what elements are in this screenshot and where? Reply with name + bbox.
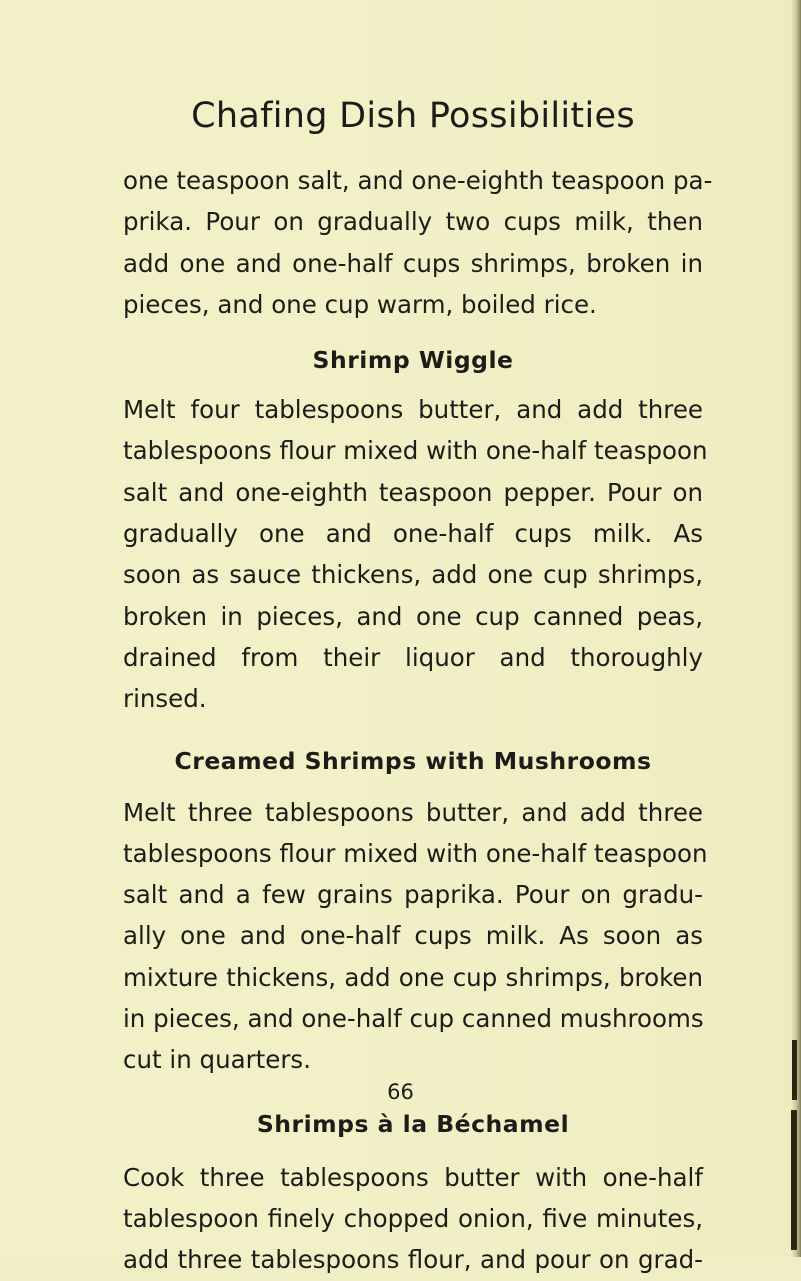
intro-paragraph (123, 160, 713, 325)
page-edge-mark (791, 1110, 797, 1250)
text-line: tablespoons flour mixed with one-half teaspoon (123, 838, 708, 868)
text-line: ally one and one-half cups milk. As soon as (123, 921, 703, 951)
recipe-paragraph (123, 1157, 703, 1281)
text-line: Cook three tablespoons butter with one-half (123, 1162, 703, 1192)
page-number: 66 (387, 1080, 414, 1104)
text-line: tablespoon finely chopped onion, five minutes, (123, 1203, 703, 1233)
recipe-paragraph (123, 389, 708, 719)
text-line: Melt three tablespoons butter, and add three (123, 797, 703, 827)
recipe-title: Shrimp Wiggle (312, 346, 514, 375)
text-line: Melt four tablespoons butter, and add three (123, 395, 703, 425)
recipe-title: Creamed Shrimps with Mushrooms (174, 746, 652, 775)
recipe-paragraph (123, 792, 708, 1081)
text-line: one teaspoon salt, and one-eighth teaspoon pa- (123, 166, 713, 195)
text-line: add one and one-half cups shrimps, broken in (123, 248, 703, 278)
text-line: pieces, and one cup warm, boiled rice. (123, 289, 597, 319)
text-line: add three tablespoons flour, and pour on grad- (123, 1245, 703, 1275)
text-line: prika. Pour on gradually two cups milk, then (123, 207, 703, 237)
text-line: mixture thickens, add one cup shrimps, broken (123, 962, 703, 992)
text-line: salt and one-eighth teaspoon pepper. Pour on (123, 477, 703, 507)
text-line: rinsed. (123, 684, 207, 714)
text-line: tablespoons flour mixed with one-half teaspoon (123, 436, 708, 466)
text-line: cut in quarters. (123, 1045, 311, 1075)
text-line: drained from their liquor and thoroughly (123, 642, 703, 672)
text-line: salt and a few grains paprika. Pour on gradu- (123, 880, 703, 910)
text-line: gradually one and one-half cups milk. As (123, 519, 703, 549)
running-head: Chafing Dish Possibilities (191, 96, 635, 136)
text-line: in pieces, and one-half cup canned mushrooms (123, 1004, 704, 1034)
text-line: soon as sauce thickens, add one cup shrimps, (123, 560, 703, 590)
recipe-title: Shrimps à la Béchamel (256, 1109, 570, 1138)
text-line: broken in pieces, and one cup canned peas, (123, 601, 703, 631)
